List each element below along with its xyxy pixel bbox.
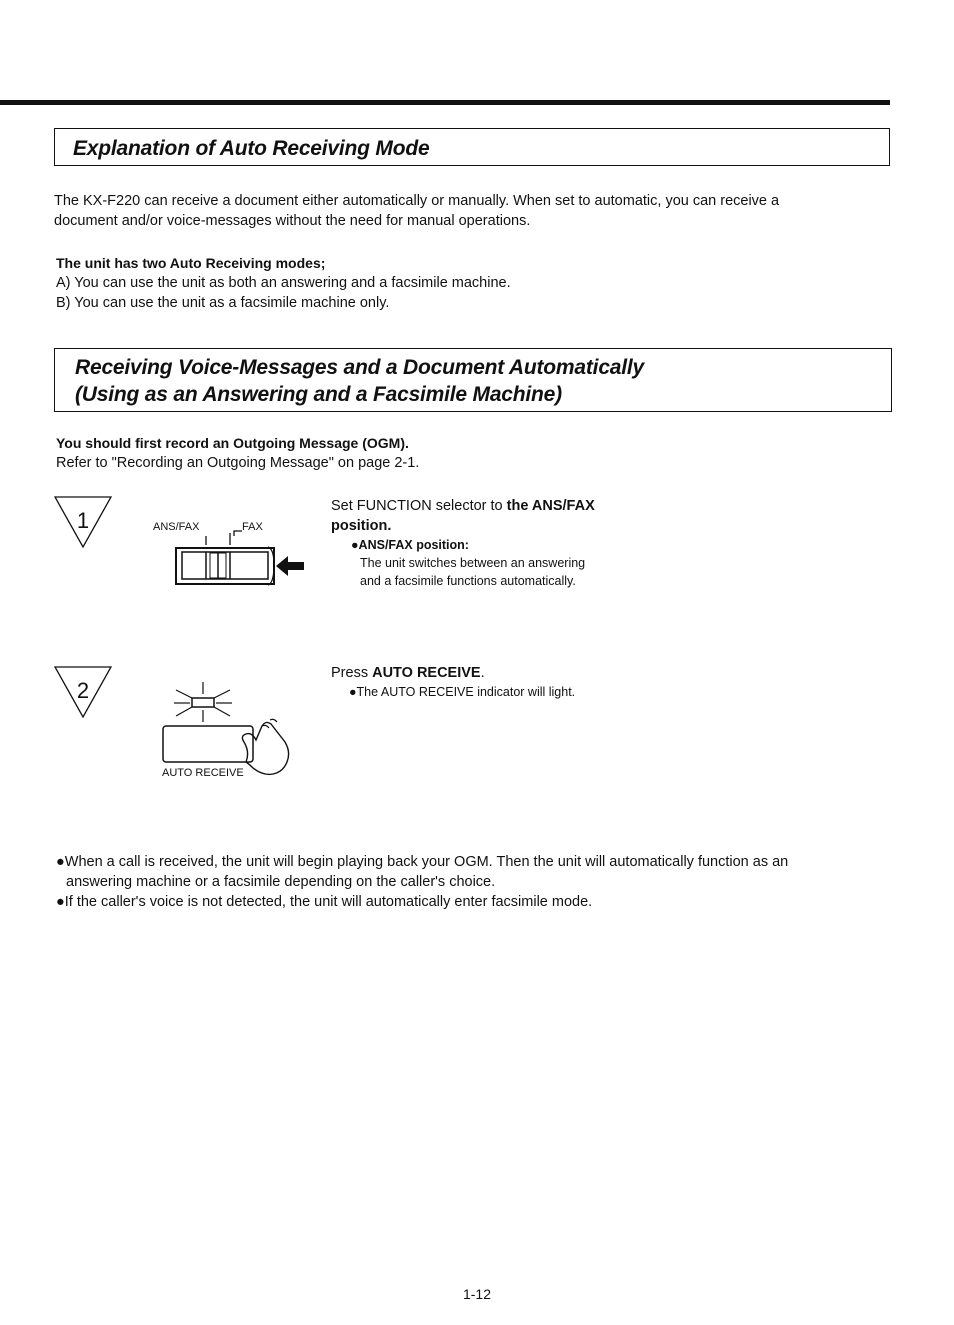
modes-heading: The unit has two Auto Receiving modes;	[56, 255, 326, 271]
intro-text-line2: document and/or voice-messages without the need for manual operations.	[54, 213, 531, 229]
mode-a: A) You can use the unit as both an answering and a facsimile machine.	[56, 275, 511, 291]
ans-fax-label: ANS/FAX	[153, 521, 200, 533]
section-title-line2: (Using as an Answering and a Facsimile Machine)	[75, 383, 562, 406]
step2-instruction-prefix: Press	[331, 665, 373, 681]
section-title-line1: Receiving Voice-Messages and a Document Automatically	[75, 356, 645, 379]
step2-note: ●The AUTO RECEIVE indicator will light.	[349, 685, 576, 699]
ogm-reference: Refer to "Recording an Outgoing Message" on page 2-1.	[56, 455, 420, 471]
top-rule	[0, 100, 890, 105]
step2-instruction-bold: AUTO RECEIVE	[372, 665, 481, 681]
step1-instruction-line2: position.	[331, 518, 392, 534]
step-triangle-icon	[54, 666, 112, 718]
intro-text-line1: The KX-F220 can receive a document either automatically or manually. When set to automatic, you can receive a	[54, 193, 780, 209]
step-number: 1	[76, 508, 90, 533]
step2-instruction-suffix: .	[480, 665, 485, 681]
function-selector-icon	[170, 527, 310, 593]
section-title: Explanation of Auto Receiving Mode	[73, 137, 430, 160]
note1-line2: answering machine or a facsimile depending on the caller's choice.	[66, 874, 496, 890]
step1-note-line2: and a facsimile functions automatically.	[360, 574, 576, 588]
note2: ●If the caller's voice is not detected, the unit will automatically enter facsimile mode.	[56, 894, 593, 910]
ogm-heading: You should first record an Outgoing Message (OGM).	[56, 435, 409, 451]
note1-line1: ●When a call is received, the unit will begin playing back your OGM. Then the unit will automatically function as an	[56, 854, 789, 870]
step-triangle-icon	[54, 496, 112, 548]
fax-label: FAX	[242, 521, 263, 533]
mode-b: B) You can use the unit as a facsimile machine only.	[56, 295, 390, 311]
page-number: 1-12	[462, 1286, 492, 1302]
step1-instruction-bold: the ANS/FAX	[506, 498, 595, 514]
step1-instruction-prefix: Set FUNCTION selector to	[331, 498, 507, 514]
step-number: 2	[76, 678, 90, 703]
auto-receive-label: AUTO RECEIVE	[162, 767, 244, 779]
step1-note-heading: ●ANS/FAX position:	[351, 538, 469, 552]
step1-note-line1: The unit switches between an answering	[360, 556, 586, 570]
